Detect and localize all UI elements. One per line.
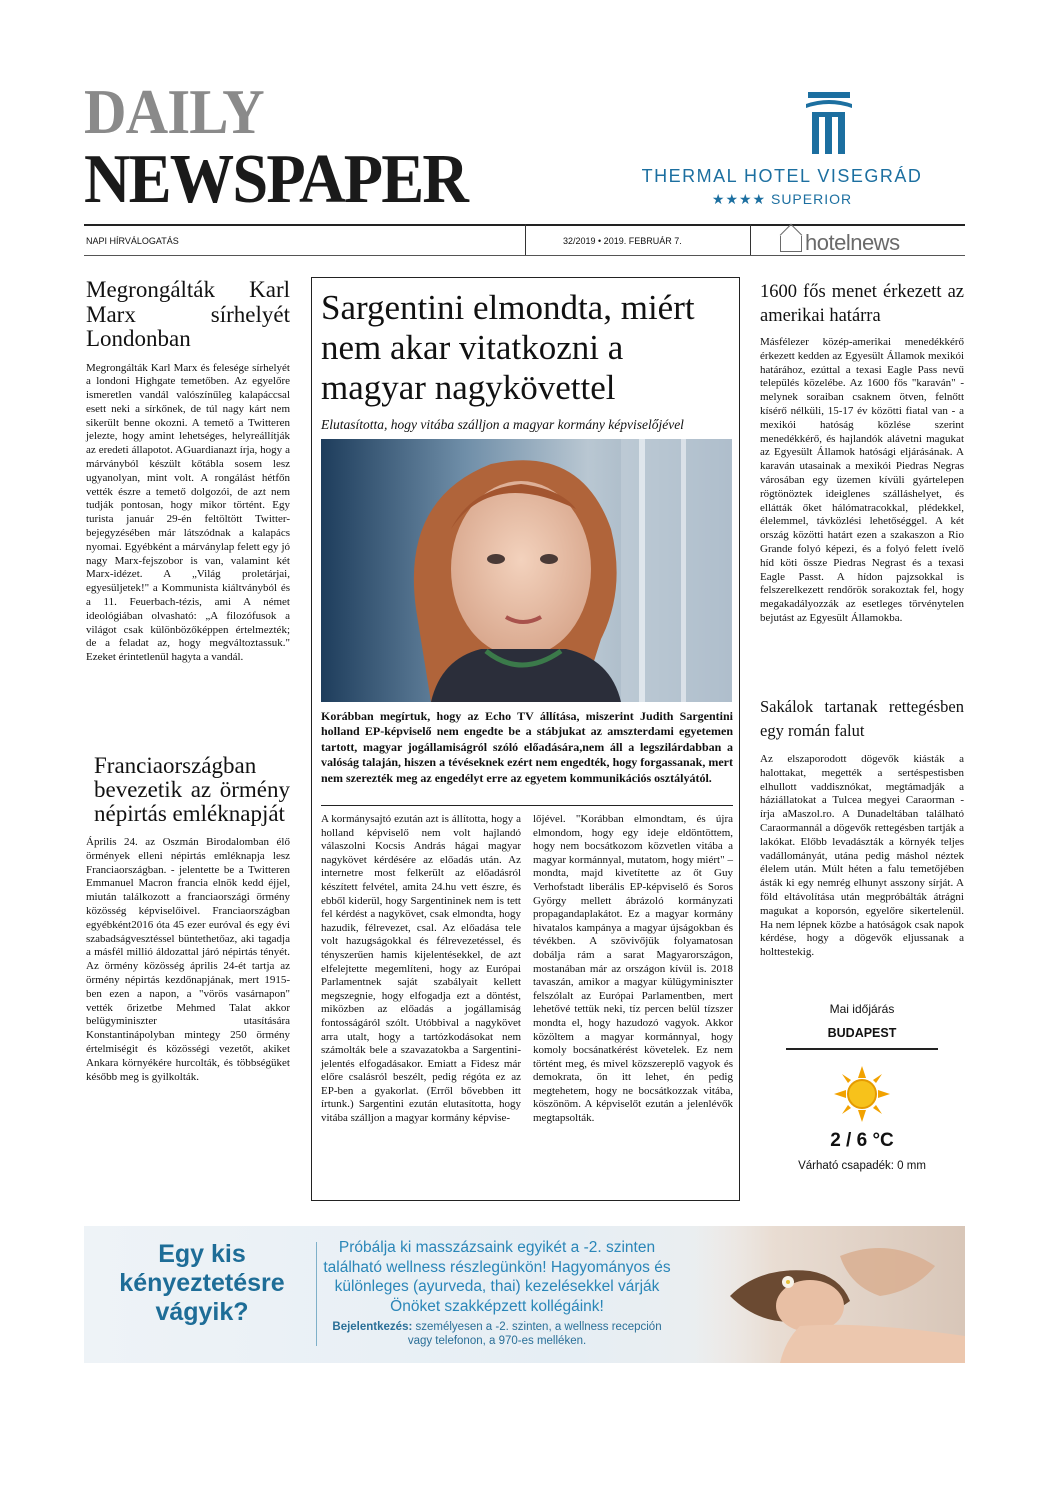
caption-rule xyxy=(321,805,733,806)
article-title: Megrongálták Karl Marx sírhelyét Londonban xyxy=(86,277,290,351)
feature-title: Sargentini elmondta, miért nem akar vitatkozni a magyar nagykövettel xyxy=(321,288,695,407)
strip-divider xyxy=(750,224,751,256)
massage-photo xyxy=(690,1226,965,1363)
spa-advertisement[interactable] xyxy=(84,1226,965,1363)
feature-column-1: A kormánysajtó ezután azt is állította, hogy a holland képviselő nem volt hajlandó válaszolni Kocsis András hágai magyar nagykövet kérdésére az előadás után. Az internetre most felkerült az előadásról készített felvétel, amita 24.hu vett észre, és ebből kiderül, hogy Sargentininek nem is tett fel kérdést a nagykövet, csak elmondta, hogy hazudik, félrevezet, csal. Az előadása tele volt hazugságokkal és félrevezetéssel, és tényszerűen hamis kijelentésekkel, de azt elfelejtette megemlíteni, hogy az Európai Parlamentnek saját szabályait kellett megszegnie, hogy elfogadja ezt a döntést, miközben az előadás a jogállamiság fontosságáról szólt. Utóbbival a nagykövet arra utalt, hogy a tartózkodásokat nem számolták bele a szavazatokba a Sargentini-jelentés elfogadásakor. Emiatt a Fidesz már előre csalásról beszélt, pedig régóta ez az EP-ben a gyakorlat. (Erről bővebben itt írtunk.) Sargentini ezután elutasította, hogy vitába szálljon a magyar kormány képvise- xyxy=(321,813,521,1125)
ad-divider xyxy=(316,1242,317,1346)
weather-city: BUDAPEST xyxy=(827,1026,897,1040)
hotel-emblem-icon xyxy=(804,88,854,156)
article-body: Április 24. az Oszmán Birodalomban élő örmények elleni népirtás emléknapja lesz Franciaországban. - jelentette be a Twitteren Emmanuel Macron francia elnök kedd éjjel, miután találkozott a franciaországi örmény közösség képviselőivel. Franciaországban egyébként2016 óta 45 ezer euróval és egy évi szabadságvesztéssel büntethetőaz, aki tagadja a másfél millió áldozattal járó népirtás tényét. Az örmény közösség április 24-ét tartja az örmény népirtás kezdőnapjának, mert 1915-ben ezen a napon, a "vörös vasárnapon" vették őrizetbe Mehmed Talat akkor belügyminiszter utasítására Konstantinápolyban mintegy 250 örmény értelmiségit és közösségi vezetőt, akiket Ankara környékére hurcolták, és többségüket később meg is gyilkolták. xyxy=(86,836,290,1083)
feature-column-2: lőjével. "Korábban elmondtam, és újra elmondom, hogy egy ideje eldöntöttem, hogy nem bocsátkozom közvetlen vitába a magyar kormánnyal, mutatom, hogy miért" – mondta, majd kivetítette az őt Guy Verhofstadt liberális EP-képviselő és Soros György mellett ábrázoló kormányzati propagandaplakátot. Ez a magyar kormány hivatalos kampánya a magyar újságokban és tévékben. A szövivőjük folyamatosan dobálja rám a sarat Magyarországon, mostanában már az országon kívül is. 2018 tavaszán, amikor a magyar külügyminiszter felszólalt az Európai Parlamentben, mert lehetővé tettük neki, tíz percen belül tízszer mondta el, hogy hazudozó vagyok. Akkor közöltem a magyar kormánnyal, hogy komoly bocsánatkérést követelek. Ez nem történt meg, és mivel közszereplő vagyok és demokrata, ön itt lehet, én pedig megtehetem, hogy ne bocsátkozzak vitába, köszönöm. A képviselőt ezután a jelenlévők megtapsolták. xyxy=(533,813,733,1125)
hotel-logo xyxy=(598,86,966,214)
strip-rule xyxy=(84,255,965,256)
issue-label: 32/2019 • 2019. FEBRUÁR 7. xyxy=(563,236,682,246)
hotel-stars: ★★★★ xyxy=(711,191,767,207)
article-marx xyxy=(86,278,290,665)
hotel-building-icon xyxy=(780,236,802,252)
hotelnews-text: hotelnews xyxy=(805,230,900,255)
article-jackals xyxy=(760,695,964,960)
masthead-newspaper: NEWSPAPER xyxy=(84,141,467,218)
ad-booking-text: személyesen a -2. szinten, a wellness recepción vagy telefonon, a 970-es melléken. xyxy=(407,1321,662,1347)
article-body: Megrongálták Karl Marx és felesége sírhelyét a londoni Highgate temetőben. Az egyelőre ismeretlen vandál valószínűleg kalapáccsal esett neki a sírkőnek, de túl nagy kárt nem sikerült benne okozni. A temető a Twitteren jelezte, hogy amint lehetséges, helyreállítják az eredeti állapotot. AGuardianazt írja, hogy a márványból készült kőtábla sosem lesz ugyanolyan, mint volt. A rongálást hétfőn vették észre a temető dolgozói, de azt nem tudják pontosan, hogy mikor történt. Egy turista január 29-én feltöltött Twitter-bejegyzésében már látszódnak a kalapács nyomai. Egyébként a márványlap felett egy jó nagy Marx-fejszobor is van, valamint két Marx-idézet. A „Világ proletárjai, egyesüljetek!" a Kommunista kiáltványból és a 11. Feuerbach-tézis, ami A német ideológiában olvasható: „A filozófusok a világot csak különbözőképpen értelmezték; de a feladat az, hogy megváltoztassuk." Ezeket érintetlenül hagyta a vandál. xyxy=(86,361,290,664)
hotelnews-logo xyxy=(780,230,900,256)
masthead-daily: DAILY xyxy=(84,76,264,147)
portrait-photo xyxy=(321,439,732,702)
article-body: Az elszaporodott dögevők kiásták a halottakat, megették a sertéspestisben elhullott vaddisznókat, megtámadják a háziállatokat a Tulcea megyei Caraorman - írja aMaszol.ro. A Dunadeltában található Caraormannál a dögevők rettegésben tartják a lakókat. Előbb levadászták a környék teljes vadállományát, utána pedig máshol néztek élelem után. Múlt héten a falu temetőjében ásták ki egy nemrég elhunyt asszony sírját. A föld eltávolítása után megpróbálták átrágni magukat a koporsón, egyelőre sikertelenül. Ha nem lépnek közbe a hatóságok csak napok kérdése, hogy a dögevők eljussanak a holttestekig. xyxy=(760,753,964,959)
weather-precipitation: Várható csapadék: 0 mm xyxy=(798,1160,926,1172)
ad-headline: Egy kis kényeztetésre vágyik? xyxy=(119,1240,285,1326)
hotel-name: THERMAL HOTEL VISEGRÁD xyxy=(641,166,923,186)
hotel-tier: SUPERIOR xyxy=(770,191,853,207)
hotel-rating xyxy=(598,191,966,208)
ad-booking-label: Bejelentkezés: xyxy=(332,1321,413,1333)
article-body: Másfélezer közép-amerikai menedékkérő érkezett kedden az Egyesült Államok mexikói határához, ezúttal a texasi Eagle Pass nevű település közelébe. Az 1600 fős "karaván" - melynek soraiban csaknem ötven, felnőtt kísérő nélküli, 15-17 év közötti fiatal van - a mexikói hatóság közlése szerint menedékkérő, és hajlandók alávetni magukat az Egyesült Államok hatósági eljárásának. A karaván utasainak a mexikói Piedras Negras városában egy üzemen kívüli gyártelepen rögtönöztek ideiglenes szálláshelyet, és ellátták őket hálómatracokkal, plédekkel, élelemmel, távközlési lehetőséggel. A két ország közötti határt ezen a szakaszon a Rio Grande folyó képezi, és a folyó felett ívelő híd köti össze Piedras Negrast és a texasi Eagle Passt. A hídon pajzsokkal is felszerelkezett rendőrök sorakoztak fel, hogy megakadályozzák az esetleges törvénytelen bejutást az Egyesült Államokba. xyxy=(760,336,964,624)
article-armenia xyxy=(86,754,290,1084)
feature-caption: Korábban megírtuk, hogy az Echo TV állítása, miszerint Judith Sargentini holland EP-képviselő nem engedte be a stábjukat az amszterdami egyetemen tartott, magyar jogállamiságról szóló előadására,nem áll a legszilárdabban a valóság talaján, hiszen a tévéseknek ezért nem engedték, hogy forgassanak, mert nem szerezték meg az engedélyt erre az egyetem kommunikációs osztályától. xyxy=(321,709,733,785)
article-title: Sakálok tartanak rettegésben egy román falut xyxy=(760,697,964,740)
section-label: NAPI HÍRVÁLOGATÁS xyxy=(86,236,179,246)
sun-icon xyxy=(832,1064,892,1124)
feature-article xyxy=(311,277,740,1201)
weather-temperature: 2 / 6 °C xyxy=(830,1130,894,1151)
ad-text: Próbálja ki masszázsaink egyikét a -2. szinten található wellness részlegünkön! Hagyományos és különleges (ayurveda, thai) kezelésekkel várják Önöket szakképzett kollégáink! xyxy=(323,1239,671,1315)
article-title: 1600 fős menet érkezett az amerikai határra xyxy=(760,282,964,326)
portrait-image xyxy=(321,439,732,702)
weather-heading: Mai időjárás xyxy=(829,1002,895,1016)
article-migrants xyxy=(760,280,964,626)
feature-subtitle: Elutasította, hogy vitába szálljon a magyar kormány képviselőjével xyxy=(321,417,684,432)
strip-divider xyxy=(525,224,526,256)
weather-rule xyxy=(786,1048,938,1050)
ad-booking xyxy=(322,1320,672,1348)
article-title: Franciaországban bevezetik az örmény népirtás emléknapját xyxy=(94,753,290,826)
